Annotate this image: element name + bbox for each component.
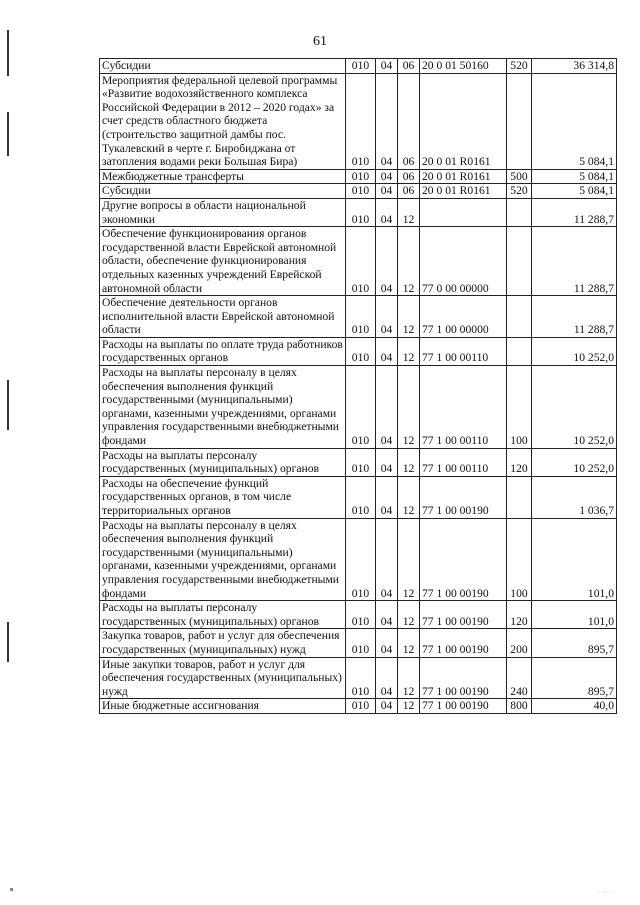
cell-target-article: 20 0 01 50160	[420, 59, 507, 74]
cell-expense-type	[507, 73, 532, 169]
cell-section: 04	[376, 366, 398, 449]
cell-subsection: 12	[398, 518, 420, 601]
cell-amount: 101,0	[532, 518, 617, 601]
cell-org-code: 010	[346, 476, 376, 518]
cell-section: 04	[376, 601, 398, 629]
cell-section: 04	[376, 227, 398, 296]
row-name: Межбюджетные трансферты	[100, 169, 346, 184]
cell-expense-type	[507, 476, 532, 518]
row-name: Расходы на выплаты персоналу государственных (муниципальных) органов	[100, 448, 346, 476]
cell-expense-type: 100	[507, 518, 532, 601]
row-name: Иные бюджетные ассигнования	[100, 699, 346, 714]
cell-section: 04	[376, 169, 398, 184]
cell-expense-type: 100	[507, 366, 532, 449]
cell-subsection: 06	[398, 59, 420, 74]
cell-org-code: 010	[346, 198, 376, 226]
cell-org-code: 010	[346, 448, 376, 476]
table-row	[100, 184, 617, 199]
cell-section: 04	[376, 629, 398, 657]
cell-org-code: 010	[346, 169, 376, 184]
margin-rule	[7, 380, 9, 430]
row-name: Расходы на обеспечение функций государственных органов, в том числе территориальных органов	[100, 476, 346, 518]
cell-subsection: 06	[398, 73, 420, 169]
cell-subsection: 12	[398, 448, 420, 476]
cell-subsection: 12	[398, 629, 420, 657]
cell-org-code: 010	[346, 699, 376, 714]
cell-section: 04	[376, 296, 398, 338]
margin-rule	[7, 622, 9, 662]
cell-section: 04	[376, 337, 398, 365]
table-row	[100, 657, 617, 699]
cell-target-article: 20 0 01 R0161	[420, 169, 507, 184]
cell-section: 04	[376, 518, 398, 601]
row-name: Закупка товаров, работ и услуг для обеспечения государственных (муниципальных) нужд	[100, 629, 346, 657]
table-row	[100, 448, 617, 476]
table-row	[100, 629, 617, 657]
cell-amount: 1 036,7	[532, 476, 617, 518]
margin-rule	[7, 112, 9, 156]
cell-amount: 5 084,1	[532, 73, 617, 169]
row-name: Обеспечение деятельности органов исполнительной власти Еврейской автономной области	[100, 296, 346, 338]
cell-target-article: 77 1 00 00110	[420, 366, 507, 449]
row-name: Иные закупки товаров, работ и услуг для обеспечения государственных (муниципальных) нужд	[100, 657, 346, 699]
row-name: Другие вопросы в области национальной экономики	[100, 198, 346, 226]
table-row	[100, 699, 617, 714]
cell-target-article: 77 1 00 00110	[420, 448, 507, 476]
cell-section: 04	[376, 184, 398, 199]
cell-org-code: 010	[346, 518, 376, 601]
cell-subsection: 06	[398, 184, 420, 199]
cell-section: 04	[376, 198, 398, 226]
cell-target-article: 77 1 00 00190	[420, 699, 507, 714]
cell-amount: 10 252,0	[532, 366, 617, 449]
cell-org-code: 010	[346, 657, 376, 699]
cell-org-code: 010	[346, 73, 376, 169]
cell-amount: 10 252,0	[532, 337, 617, 365]
row-name: Обеспечение функционирования органов государственной власти Еврейской автономной области, обеспечение функционирования отдельных казенных учреждений Еврейской автономной области	[100, 227, 346, 296]
cell-section: 04	[376, 448, 398, 476]
cell-expense-type: 120	[507, 601, 532, 629]
cell-amount: 5 084,1	[532, 184, 617, 199]
cell-amount: 11 288,7	[532, 198, 617, 226]
budget-table-body	[100, 59, 617, 714]
cell-subsection: 12	[398, 227, 420, 296]
cell-subsection: 12	[398, 198, 420, 226]
cell-amount: 895,7	[532, 657, 617, 699]
cell-target-article: 77 1 00 00190	[420, 657, 507, 699]
cell-subsection: 12	[398, 699, 420, 714]
cell-subsection: 12	[398, 657, 420, 699]
cell-amount: 101,0	[532, 601, 617, 629]
cell-subsection: 12	[398, 366, 420, 449]
cell-subsection: 12	[398, 337, 420, 365]
cell-section: 04	[376, 73, 398, 169]
cell-amount: 5 084,1	[532, 169, 617, 184]
cell-subsection: 12	[398, 476, 420, 518]
cell-org-code: 010	[346, 337, 376, 365]
table-row	[100, 59, 617, 74]
cell-amount: 36 314,8	[532, 59, 617, 74]
cell-amount: 11 288,7	[532, 227, 617, 296]
table-row	[100, 337, 617, 365]
table-row	[100, 518, 617, 601]
row-name: Субсидии	[100, 184, 346, 199]
cell-expense-type: 800	[507, 699, 532, 714]
table-row	[100, 169, 617, 184]
cell-section: 04	[376, 699, 398, 714]
cell-target-article: 20 0 01 R0161	[420, 184, 507, 199]
cell-subsection: 12	[398, 601, 420, 629]
table-row	[100, 296, 617, 338]
cell-org-code: 010	[346, 59, 376, 74]
cell-org-code: 010	[346, 227, 376, 296]
cell-org-code: 010	[346, 366, 376, 449]
cell-expense-type	[507, 337, 532, 365]
table-row	[100, 476, 617, 518]
cell-org-code: 010	[346, 629, 376, 657]
cell-expense-type: 240	[507, 657, 532, 699]
cell-subsection: 06	[398, 169, 420, 184]
row-name: Расходы на выплаты персоналу в целях обеспечения выполнения функций государственными (муниципальными) органами, казенными учреждениями, органами управления государственными внебюджетными фондами	[100, 366, 346, 449]
scan-artifact	[10, 888, 13, 891]
table-row	[100, 227, 617, 296]
cell-target-article: 77 1 00 00190	[420, 629, 507, 657]
cell-amount: 10 252,0	[532, 448, 617, 476]
cell-section: 04	[376, 59, 398, 74]
cell-target-article: 77 1 00 00190	[420, 601, 507, 629]
table-row	[100, 366, 617, 449]
cell-target-article: 77 1 00 00190	[420, 518, 507, 601]
row-name: Расходы на выплаты персоналу государственных (муниципальных) органов	[100, 601, 346, 629]
cell-target-article: 77 0 00 00000	[420, 227, 507, 296]
cell-expense-type: 200	[507, 629, 532, 657]
page-number: 61	[313, 34, 327, 49]
cell-target-article	[420, 198, 507, 226]
budget-table	[99, 58, 617, 714]
cell-expense-type: 120	[507, 448, 532, 476]
margin-rule	[7, 30, 9, 76]
row-name: Мероприятия федеральной целевой программы «Развитие водохозяйственного комплекса Российской Федерации в 2012 – 2020 годах» за счет средств областного бюджета (строительство защитной дамбы пос. Тукалевский в черте г. Биробиджана от затопления водами реки Большая Бира)	[100, 73, 346, 169]
cell-org-code: 010	[346, 184, 376, 199]
cell-expense-type	[507, 198, 532, 226]
cell-target-article: 20 0 01 R0161	[420, 73, 507, 169]
cell-section: 04	[376, 476, 398, 518]
cell-target-article: 77 1 00 00190	[420, 476, 507, 518]
row-name: Расходы на выплаты по оплате труда работников государственных органов	[100, 337, 346, 365]
cell-subsection: 12	[398, 296, 420, 338]
cell-amount: 11 288,7	[532, 296, 617, 338]
table-row	[100, 601, 617, 629]
table-row	[100, 198, 617, 226]
cell-target-article: 77 1 00 00110	[420, 337, 507, 365]
table-row	[100, 73, 617, 169]
cell-amount: 895,7	[532, 629, 617, 657]
cell-expense-type	[507, 227, 532, 296]
cell-expense-type: 520	[507, 184, 532, 199]
cell-expense-type: 500	[507, 169, 532, 184]
cell-target-article: 77 1 00 00000	[420, 296, 507, 338]
scan-artifact: ·····	[597, 888, 616, 897]
cell-expense-type	[507, 296, 532, 338]
cell-section: 04	[376, 657, 398, 699]
cell-amount: 40,0	[532, 699, 617, 714]
cell-org-code: 010	[346, 296, 376, 338]
cell-expense-type: 520	[507, 59, 532, 74]
cell-org-code: 010	[346, 601, 376, 629]
row-name: Расходы на выплаты персоналу в целях обеспечения выполнения функций государственными (муниципальными) органами, казенными учреждениями, органами управления государственными внебюджетными фондами	[100, 518, 346, 601]
row-name: Субсидии	[100, 59, 346, 74]
